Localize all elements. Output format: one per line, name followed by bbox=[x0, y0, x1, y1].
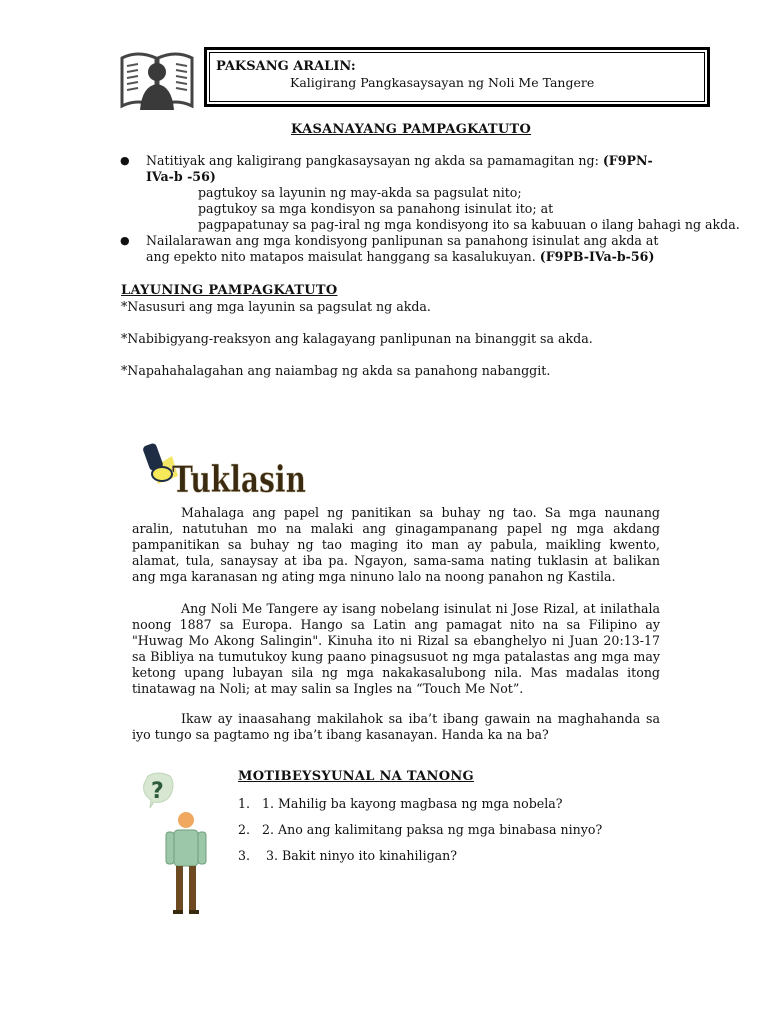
competency-text: Natitiyak ang kaligirang pangkasaysayan ng akda sa pamamagitan ng: bbox=[146, 153, 603, 168]
bullet-icon: ● bbox=[120, 154, 130, 167]
question-number: 1. bbox=[238, 796, 251, 811]
question-text: 3. Bakit ninyo ito kinahiligan? bbox=[262, 848, 458, 863]
svg-text:?: ? bbox=[151, 779, 164, 804]
bullet-icon: ● bbox=[120, 234, 130, 247]
objective-item: *Nabibigyang-reaksyon ang kalagayang panlipunan na binanggit sa akda. bbox=[121, 331, 593, 346]
competencies-list bbox=[120, 153, 740, 265]
list-item: pagtukoy sa mga kondisyon sa panahong isinulat ito; at bbox=[198, 201, 554, 216]
question-person-icon bbox=[140, 770, 214, 920]
tuklasin-label: Tuklasin bbox=[172, 459, 306, 501]
question-text: 1. Mahilig ba kayong magbasa ng mga nobela? bbox=[262, 796, 563, 811]
competency-sublist bbox=[146, 185, 740, 233]
tuklasin-banner bbox=[142, 440, 312, 500]
question-item bbox=[238, 848, 457, 863]
competency-text: Nailalarawan ang mga kondisyong panlipunan sa panahong isinulat ang akda at ang epekto nito matapos maisulat hanggang sa kasalukuyan. bbox=[146, 233, 659, 264]
question-text: 2. Ano ang kalimitang paksa ng mga binabasa ninyo? bbox=[262, 822, 603, 837]
competency-code: (F9PN-IVa-b -56) bbox=[146, 153, 653, 184]
objectives-title: LAYUNING PAMPAGKATUTO bbox=[121, 283, 338, 298]
subject-header-box bbox=[204, 47, 710, 107]
list-item: pagtukoy sa layunin ng may-akda sa pagsulat nito; bbox=[198, 185, 522, 200]
objective-item: *Napahahalagahan ang naiambag ng akda sa panahong nabanggit. bbox=[121, 363, 551, 378]
competency-code: (F9PB-IVa-b-56) bbox=[539, 249, 655, 264]
list-item bbox=[120, 153, 740, 233]
noli-paragraph: Ang Noli Me Tangere ay isang nobelang isinulat ni Jose Rizal, at inilathala noong 1887 sa Europa. Hango sa Latin ang pamagat nito na sa Filipino ay "Huwag Mo Akong Salingin". Kinuha ito ni Rizal sa ebanghelyo ni Juan 20:13-17 sa Bibliya na tumutukoy kung paano pinagsusuot ng mga patalastas ang mga may ketong upang lubayan sila ng mga nakakasalubong nila. Mas madalas itong tinatawag na Noli; at may salin sa Ingles na “Touch Me Not”. bbox=[132, 601, 660, 696]
question-number: 2. bbox=[238, 822, 251, 837]
book-reader-icon bbox=[118, 48, 196, 112]
question-item bbox=[238, 822, 602, 837]
question-item bbox=[238, 796, 563, 811]
questions-title: MOTIBEYSYUNAL NA TANONG bbox=[238, 769, 474, 784]
subject-label: PAKSANG ARALIN: bbox=[216, 59, 356, 74]
competencies-title: KASANAYANG PAMPAGKATUTO bbox=[291, 122, 532, 137]
question-number: 3. bbox=[238, 848, 251, 863]
subject-title: Kaligirang Pangkasaysayan ng Noli Me Tangere bbox=[290, 75, 595, 90]
objective-item: *Nasusuri ang mga layunin sa pagsulat ng akda. bbox=[121, 299, 431, 314]
list-item bbox=[120, 233, 680, 265]
closing-paragraph: Ikaw ay inaasahang makilahok sa iba’t ibang gawain na maghahanda sa iyo tungo sa pagtamo ng iba’t ibang kasanayan. Handa ka na ba? bbox=[132, 711, 660, 742]
list-item: pagpapatunay sa pag-iral ng mga kondisyong ito sa kabuuan o ilang bahagi ng akda. bbox=[198, 217, 740, 232]
intro-paragraph: Mahalaga ang papel ng panitikan sa buhay ng tao. Sa mga naunang aralin, natutuhan mo na malaki ang ginagampanang papel ng mga akdang pampanitikan sa buhay ng tao maging ito man ay pabula, maikling kwento, alamat, tula, sanaysay at iba pa. Ngayon, sama-sama nating tuklasin at balikan ang mga karanasan ng ating mga ninuno lalo na noong panahon ng Kastila. bbox=[132, 505, 660, 584]
